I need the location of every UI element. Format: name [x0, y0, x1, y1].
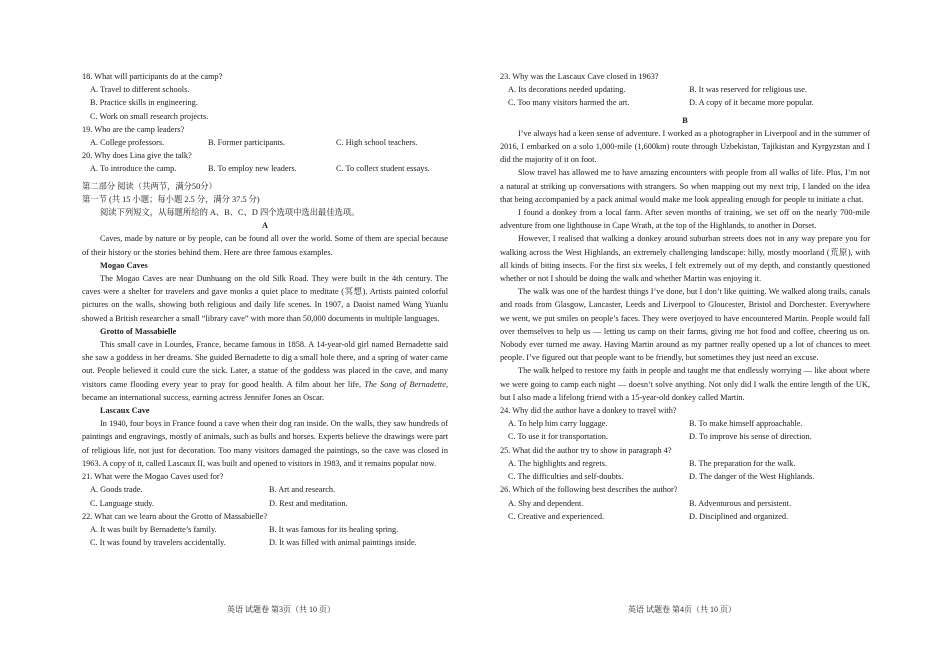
question-23-options	[500, 83, 870, 109]
question-20-option-c: C. To collect student essays.	[336, 164, 430, 174]
question-26-option-c: C. Creative and experienced.	[508, 511, 605, 521]
question-23-stem: 23. Why was the Lascaux Cave closed in 1963?	[500, 72, 659, 81]
question-20-stem: 20. Why does Lina give the talk?	[82, 151, 192, 161]
film-title: The Song of Bernadette	[364, 379, 446, 389]
section-title: 第二部分 阅读（共两节，满分50分）	[82, 181, 217, 191]
question-23-option-b: B. It was reserved for religious use.	[689, 85, 807, 95]
question-25-options	[500, 457, 870, 483]
question-23-option-c: C. Too many visitors harmed the art.	[508, 98, 630, 108]
question-24-stem: 24. Why did the author have a donkey to travel with?	[500, 406, 677, 416]
passage-b-paragraph-3: I found a donkey from a local farm. After seven months of training, we set off on the nearly 700-mile adventure from one lighthouse in Cape Wrath, at the top of the Highlands, to another in Dorset.	[500, 208, 870, 231]
question-22-option-b: B. It was famous for its healing spring.	[269, 524, 399, 534]
question-21-stem: 21. What were the Mogao Caves used for?	[82, 472, 224, 482]
question-24-options	[500, 417, 870, 443]
massabielle-heading: Grotto of Massabielle	[100, 326, 177, 336]
question-25-option-b: B. The preparation for the walk.	[689, 458, 796, 468]
passage-b-paragraph-1: I’ve always had a keen sense of adventure. I worked as a photographer in Liverpool and in the summer of 2016, I embarked on a solo 1,000-mile (1,600km) route through Uzbekistan, Tajikistan and Kyrgyzstan and I did the majority of it on foot.	[500, 128, 870, 165]
passage-b-paragraph-5: The walk was one of the hardest things I’ve done, but I don’t like quitting. We walked along trails, canals and roads from Glasgow, Lancaster, Leeds and Liverpool to Gloucester, Bristol and Dorchester. Everywhere we went, we put smiles on people’s faces. They were overjoyed to have encountered Martin. People would fall over themselves to help us — letting us camp on their farms, giving me hot food and coffee, cheering us on. Nobody ever turned me away. Having Martin around as my partner really opened up a lot of chances to meet people. I’ve figured out that people want to be friendly, but sometimes they just need an excuse.	[500, 287, 870, 363]
question-23-option-d: D. A copy of it became more popular.	[689, 98, 814, 108]
question-24-option-a: A. To help him carry luggage.	[508, 419, 608, 429]
lascaux-paragraph: In 1940, four boys in France found a cave when their dog ran inside. On the walls, they saw hundreds of paintings and engravings, mostly of animals, such as bulls and horses. Experts believe the drawings were part of religious life, not just for decoration. Too many visitors damaged the paintings, so the cave was closed in 1963. A copy of it, called Lascaux II, was built and opened to visitors in 1983, and it remains popular now.	[82, 419, 448, 468]
question-19-stem: 19. Who are the camp leaders?	[82, 124, 185, 134]
question-20-option-a: A. To introduce the camp.	[90, 164, 177, 174]
question-22-options	[82, 523, 448, 549]
question-24-option-d: D. To improve his sense of direction.	[689, 432, 812, 442]
question-18-option-a: A. Travel to different schools.	[90, 85, 190, 95]
question-24-option-b: B. To make himself approachable.	[689, 419, 803, 429]
question-25-option-a: A. The highlights and regrets.	[508, 458, 607, 468]
mogao-paragraph: The Mogao Caves are near Dunhuang on the old Silk Road. They were built in the 4th century. The caves were a shelter for travelers and gave monks a quiet place to meditate (冥想). Artists painted colorful pictures on the walls, showing both religious and daily life scenes. In 1907, a Daoist named Wang Yuanlu showed a British researcher a small “library cave” with more than 50,000 documents in multiple languages.	[82, 274, 448, 323]
mogao-heading: Mogao Caves	[100, 260, 148, 270]
question-18-option-b: B. Practice skills in engineering.	[90, 98, 198, 108]
massabielle-text-2: , became an international success, earning actress Jennifer Jones an Oscar.	[82, 379, 449, 402]
question-19-options	[82, 136, 448, 149]
question-19-option-c: C. High school teachers.	[336, 138, 418, 148]
passage-a-label: A	[262, 221, 268, 231]
question-22-option-c: C. It was found by travelers accidentally.	[90, 538, 226, 548]
passage-b-paragraph-2: Slow travel has allowed me to have amazing encounters with people from all walks of life. Plus, I’m not a natural at striking up conversations with strangers. So when mapping out my next trip, I landed on the idea that being accompanied by a pack animal would make me look appealing enough for people to initiate a chat.	[500, 168, 870, 204]
passage-b-label: B	[682, 115, 688, 125]
section-subtitle: 第一节 (共 15 小题；每小题 2.5 分，满分 37.5 分)	[82, 194, 260, 204]
question-18-stem: 18. What will participants do at the camp?	[82, 72, 223, 81]
question-26-option-b: B. Adventurous and persistent.	[689, 498, 792, 508]
question-22-option-a: A. It was built by Bernadette’s family.	[90, 524, 217, 534]
question-21-option-d: D. Rest and meditation.	[269, 498, 348, 508]
question-20-options	[82, 162, 448, 175]
question-24-option-c: C. To use it for transportation.	[508, 432, 608, 442]
question-25-option-d: D. The danger of the West Highlands.	[689, 472, 815, 482]
question-21-option-c: C. Language study.	[90, 498, 154, 508]
left-page-column	[82, 70, 448, 549]
question-18-option-c: C. Work on small research projects.	[90, 111, 209, 121]
question-19-option-b: B. Former participants.	[208, 138, 285, 148]
question-22-option-d: D. It was filled with animal paintings inside.	[269, 538, 417, 548]
reading-instruction: 阅读下列短文，从每题所给的 A、B、C、D 四个选项中选出最佳选项。	[100, 208, 360, 218]
question-21-option-b: B. Art and research.	[269, 485, 336, 495]
question-20-option-b: B. To employ new leaders.	[208, 164, 297, 174]
question-19-option-a: A. College professors.	[90, 138, 165, 148]
passage-b-paragraph-6: The walk helped to restore my faith in people and taught me that endlessly worrying — like about where we were going to camp each night — doesn’t solve anything. Not only did I walk the entire length of the UK, but I also made a lifelong friend with a 15-year-old donkey called Martin.	[500, 366, 870, 402]
lascaux-heading: Lascaux Cave	[100, 406, 150, 416]
question-25-option-c: C. The difficulties and self-doubts.	[508, 472, 624, 482]
passage-a-intro: Caves, made by nature or by people, can be found all over the world. Some of them are special because of their history or the stories behind them. Here are three famous examples.	[82, 234, 448, 257]
page-footer-4: 英语 试题卷 第4页（共 10 页）	[628, 605, 736, 614]
question-23-option-a: A. Its decorations needed updating.	[508, 85, 626, 95]
question-26-option-a: A. Shy and dependent.	[508, 498, 584, 508]
question-26-option-d: D. Disciplined and organized.	[689, 511, 789, 521]
page-footer-3: 英语 试题卷 第3页（共 10 页）	[227, 605, 335, 614]
question-21-options	[82, 483, 448, 509]
right-page-column	[500, 70, 870, 523]
question-21-option-a: A. Goods trade.	[90, 485, 143, 495]
question-25-stem: 25. What did the author try to show in paragraph 4?	[500, 445, 672, 455]
question-26-options	[500, 497, 870, 523]
massabielle-text-1: This small cave in Lourdes, France, became famous in 1858. A 14-year-old girl named Bernadette said she saw a goddess in her dreams. She guided Bernadette to dig a small hole there, and a spring of water came out. People believed it could cure the sick. Later, a statue of the goddess was placed in the cave, and many visitors came flooding every year to pray for good health. A film about her life,	[82, 340, 448, 389]
question-22-stem: 22. What can we learn about the Grotto of Massabielle?	[82, 511, 268, 521]
question-26-stem: 26. Which of the following best describes the author?	[500, 485, 678, 495]
passage-b-paragraph-4: However, I realised that walking a donkey around suburban streets does not in any way prepare you for walking across the West Highlands, an extremely challenging landscape: hilly, mostly moorland (荒原), with all kinds of biting insects. For the first six weeks, I felt extremely out of my depth, and constantly questioned whether or not I should be doing the walk and whether Martin was enjoying it.	[500, 234, 870, 284]
massabielle-paragraph	[82, 338, 448, 404]
